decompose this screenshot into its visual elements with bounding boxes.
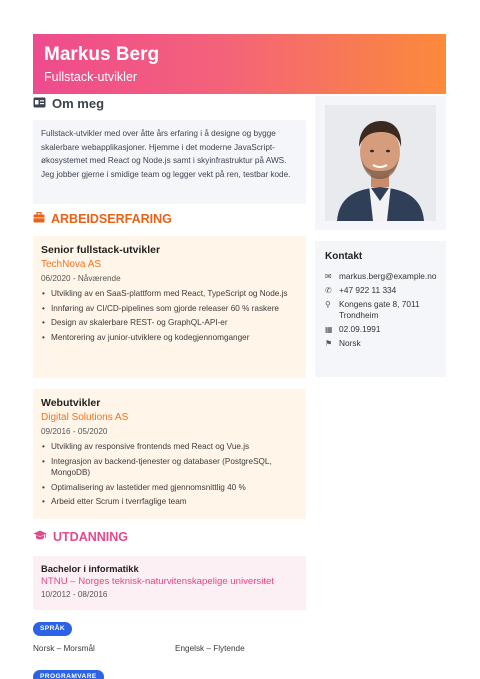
education-dates: 10/2012 - 08/2016 bbox=[41, 590, 108, 599]
job-dates: 06/2020 - Nåværende bbox=[41, 274, 121, 283]
cv-header bbox=[33, 34, 446, 94]
experience-section-title bbox=[33, 212, 172, 226]
job-entry bbox=[33, 236, 306, 378]
contact-email[interactable]: markus.berg@example.no bbox=[339, 271, 437, 281]
flag-icon: ⚑ bbox=[325, 339, 333, 348]
profile-photo bbox=[325, 105, 436, 221]
job-bullet: • Optimalisering av lastetider med gjennomsnittlig 40 % bbox=[41, 482, 298, 494]
education-degree: Bachelor i informatikk bbox=[41, 564, 139, 574]
education-school: NTNU – Norges teknisk-naturvitenskapelige universitet bbox=[41, 576, 275, 587]
job-bullet: • Innføring av CI/CD-pipelines som gjorde releaser 60 % raskere bbox=[41, 303, 298, 315]
job-bullets bbox=[41, 441, 298, 508]
envelope-icon: ✉ bbox=[325, 272, 332, 281]
phone-icon: ✆ bbox=[325, 286, 332, 295]
person-role: Fullstack-utvikler bbox=[44, 70, 138, 84]
software-badge: PROGRAMVARE bbox=[33, 670, 104, 679]
job-company: Digital Solutions AS bbox=[41, 412, 129, 423]
job-bullet: • Utvikling av responsive frontends med React og Vue.js bbox=[41, 441, 298, 453]
map-pin-icon: ⚲ bbox=[325, 300, 331, 309]
language-item: Engelsk – Flytende bbox=[175, 644, 245, 653]
job-title: Webutvikler bbox=[41, 397, 101, 409]
job-bullet: • Mentorering av junior-utviklere og kodegjennomganger bbox=[41, 332, 298, 344]
languages-badge: SPRÅK bbox=[33, 622, 72, 636]
contact-address: Kongens gate 8, 7011 Trondheim bbox=[339, 299, 420, 320]
contact-nationality: Norsk bbox=[339, 338, 361, 348]
contact-birthdate-row bbox=[325, 324, 436, 335]
contact-address-row bbox=[325, 299, 436, 321]
job-entry bbox=[33, 389, 306, 519]
education-entry bbox=[33, 556, 306, 610]
education-section-title bbox=[33, 530, 128, 544]
job-dates: 09/2016 - 05/2020 bbox=[41, 427, 108, 436]
about-text: Fullstack-utvikler med over åtte års erfaring i å designe og bygge skalerbare webapplikasjoner. Hjemme i det moderne JavaScript-økosystemet med React og Node.js samt i skyinfrastruktur på AWS. Jeg jobber gjerne i smidige team og legger vekt på ren, testbar kode. bbox=[33, 120, 306, 204]
contact-card bbox=[315, 241, 446, 377]
contact-nationality-row bbox=[325, 338, 436, 349]
job-bullet: • Integrasjon av backend-tjenester og databaser (PostgreSQL, MongoDB) bbox=[41, 456, 298, 479]
contact-email-row bbox=[325, 271, 436, 282]
contact-phone-row bbox=[325, 285, 436, 296]
id-card-icon bbox=[33, 96, 46, 111]
job-title: Senior fullstack-utvikler bbox=[41, 244, 161, 256]
about-title-text: Om meg bbox=[52, 96, 105, 111]
language-item: Norsk – Morsmål bbox=[33, 644, 95, 653]
cake-icon: ▦ bbox=[325, 325, 333, 334]
job-bullet: • Design av skalerbare REST- og GraphQL-API-er bbox=[41, 317, 298, 329]
experience-title-text: ARBEIDSERFARING bbox=[51, 212, 172, 226]
graduation-cap-icon bbox=[33, 530, 47, 544]
contact-phone[interactable]: +47 922 11 334 bbox=[339, 285, 397, 295]
contact-birthdate: 02.09.1991 bbox=[339, 324, 381, 334]
job-company: TechNova AS bbox=[41, 259, 102, 270]
contact-title: Kontakt bbox=[325, 251, 363, 262]
job-bullet: • Utvikling av en SaaS-plattform med React, TypeScript og Node.js bbox=[41, 288, 298, 300]
person-name: Markus Berg bbox=[44, 44, 160, 65]
about-section-title bbox=[33, 96, 104, 111]
education-title-text: UTDANNING bbox=[53, 530, 128, 544]
photo-card bbox=[315, 96, 446, 230]
job-bullets bbox=[41, 288, 298, 343]
job-bullet: • Arbeid etter Scrum i tverrfaglige team bbox=[41, 496, 298, 508]
briefcase-icon bbox=[33, 212, 45, 226]
